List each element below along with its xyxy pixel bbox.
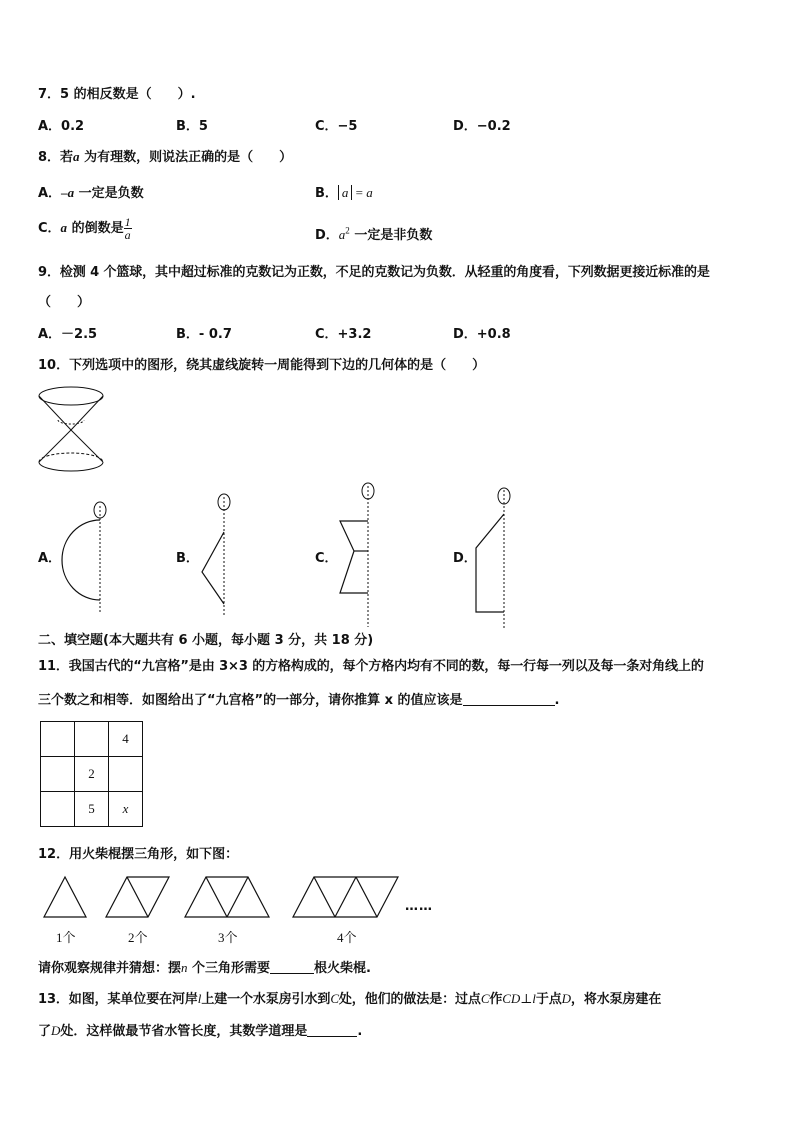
q13-text: . bbox=[357, 1024, 363, 1039]
grid-cell bbox=[75, 722, 109, 757]
q11-line-2-text: 三个数之和相等．如图给出了“九宫格”的一部分，请你推算 x 的值应该是 bbox=[38, 693, 463, 708]
q8-option-b-label: B． bbox=[315, 186, 338, 201]
q10-option-c-figure bbox=[334, 481, 382, 627]
q13-var-c: C bbox=[480, 991, 490, 1006]
q8-num: 8．若 bbox=[38, 150, 74, 165]
q9-option-d: D．+0.8 bbox=[453, 327, 511, 342]
q13-var-c: C bbox=[330, 991, 339, 1006]
q10-option-c-label: C． bbox=[315, 551, 338, 566]
q12-caption-1: 1个 bbox=[56, 930, 76, 945]
q8-option-c bbox=[38, 216, 132, 241]
q13-text: ，将水泵房建在 bbox=[570, 992, 662, 1007]
q9-option-c: C．+3.2 bbox=[315, 327, 372, 342]
q12-var-n: n bbox=[181, 960, 188, 975]
q12-tail-c: 根火柴棍. bbox=[314, 961, 371, 976]
q9-stem: 9．检测 4 个篮球，其中超过标准的克数记为正数，不足的克数记为负数．从轻重的角度看，下列数据更接近标准的是 bbox=[38, 265, 710, 280]
q11-answer-blank[interactable] bbox=[463, 691, 555, 706]
q8-stem bbox=[38, 146, 292, 165]
q8-option-a-text: 一定是负数 bbox=[74, 186, 144, 201]
q13-var-l: l bbox=[532, 991, 536, 1006]
q10-option-b-figure bbox=[196, 492, 236, 616]
q12-tail-a: 请你观察规律并猜想：摆 bbox=[38, 961, 182, 976]
q7-option-b: B．5 bbox=[176, 119, 208, 134]
q11-line-2-end: . bbox=[554, 693, 560, 708]
q13-var-d: D bbox=[51, 1023, 61, 1038]
q8-rest: 为有理数，则说法正确的是（ ） bbox=[79, 150, 293, 165]
grid-row bbox=[41, 792, 143, 827]
q13-text: 处，他们的做法是：过点 bbox=[338, 992, 481, 1007]
q12-caption-4: 4个 bbox=[337, 930, 357, 945]
q13-text: 处．这样做最节省水管长度，其数学道理是 bbox=[60, 1024, 308, 1039]
q9-option-b: B．- 0.7 bbox=[176, 327, 232, 342]
q8-option-a-label: A． bbox=[38, 186, 62, 201]
q12-answer-blank[interactable] bbox=[270, 959, 314, 974]
grid-cell bbox=[109, 757, 143, 792]
q8-option-c-label: C． bbox=[38, 221, 61, 236]
q13-var-l: l bbox=[197, 991, 202, 1006]
q7-option-d: D．−0.2 bbox=[453, 119, 511, 134]
fraction-numerator: 1 bbox=[124, 215, 131, 229]
q12-tail-b: 个三角形需要 bbox=[187, 961, 271, 976]
fraction-denominator: a bbox=[124, 228, 131, 242]
q13-answer-blank[interactable] bbox=[307, 1022, 357, 1037]
q9-option-a: A．－2.5 bbox=[38, 327, 98, 342]
grid-cell: 2 bbox=[75, 757, 109, 792]
q8-option-a bbox=[38, 182, 144, 201]
q11-line-1: 11．我国古代的“九宫格”是由 3×3 的方格构成的，每个方格内均有不同的数，每一行每一列以及每一条对角线上的 bbox=[38, 659, 704, 674]
q8-option-c-var: a bbox=[60, 220, 68, 235]
q8-option-d-exponent: 2 bbox=[345, 225, 350, 236]
q10-option-d-figure bbox=[472, 484, 516, 628]
grid-cell bbox=[41, 722, 75, 757]
q10-option-a-figure bbox=[60, 500, 120, 612]
grid-cell bbox=[41, 792, 75, 827]
q8-var: a bbox=[73, 149, 80, 164]
double-cone-figure bbox=[34, 384, 108, 480]
q13-text: 于点 bbox=[535, 992, 562, 1007]
grid-cell: 5 bbox=[75, 792, 109, 827]
q8-option-c-text: 的倒数是 bbox=[67, 221, 124, 236]
grid-row bbox=[41, 757, 143, 792]
q9-stem-paren: （ ） bbox=[38, 295, 91, 310]
q13-line-1 bbox=[38, 988, 661, 1007]
matchstick-triangles-figure bbox=[40, 873, 450, 921]
q8-option-d-label: D． bbox=[315, 228, 339, 243]
q8-option-d-var: a bbox=[338, 227, 346, 242]
q8-option-b-abs: a bbox=[338, 185, 353, 200]
q10-option-b-label: B． bbox=[176, 551, 199, 566]
q13-var-cd: CD bbox=[502, 991, 521, 1006]
q8-option-b-eq: = bbox=[352, 185, 367, 200]
section-two-heading: 二、填空题(本大题共有 6 小题，每小题 3 分，共 18 分) bbox=[38, 633, 374, 648]
q12-caption-2: 2个 bbox=[128, 930, 148, 945]
q12-question bbox=[38, 957, 371, 976]
grid-cell: 4 bbox=[109, 722, 143, 757]
q11-line-2 bbox=[38, 689, 559, 708]
q13-line-2 bbox=[38, 1020, 362, 1039]
q8-option-d bbox=[315, 224, 432, 243]
grid-cell bbox=[41, 757, 75, 792]
q12-caption-3: 3个 bbox=[218, 930, 238, 945]
q8-option-c-fraction bbox=[124, 216, 132, 241]
q13-var-d: D bbox=[561, 991, 571, 1006]
grid-cell-x: x bbox=[109, 792, 143, 827]
q13-text: 了 bbox=[38, 1024, 52, 1039]
q7-option-c: C．−5 bbox=[315, 119, 358, 134]
grid-row bbox=[41, 722, 143, 757]
q8-option-a-var: –a bbox=[61, 185, 75, 200]
q13-text: 上建一个水泵房引水到 bbox=[201, 992, 331, 1007]
q8-option-d-text: 一定是非负数 bbox=[349, 228, 433, 243]
q10-option-a-label: A． bbox=[38, 551, 62, 566]
q8-option-b bbox=[315, 182, 373, 201]
q13-perp-symbol: ⊥ bbox=[520, 991, 533, 1006]
q7-stem: 7．5 的相反数是（ ）. bbox=[38, 87, 196, 102]
q10-option-d-label: D． bbox=[453, 551, 477, 566]
q8-option-b-var: a bbox=[366, 185, 373, 200]
q10-stem: 10．下列选项中的图形，绕其虚线旋转一周能得到下边的几何体的是（ ） bbox=[38, 358, 486, 373]
q12-ellipsis: …… bbox=[405, 899, 433, 914]
q12-stem: 12．用火柴棍摆三角形，如下图： bbox=[38, 847, 239, 862]
nine-square-grid bbox=[40, 721, 143, 827]
q13-text: 13．如图，某单位要在河岸 bbox=[38, 992, 198, 1007]
q7-option-a: A．0.2 bbox=[38, 119, 85, 134]
q13-text: 作 bbox=[489, 992, 503, 1007]
